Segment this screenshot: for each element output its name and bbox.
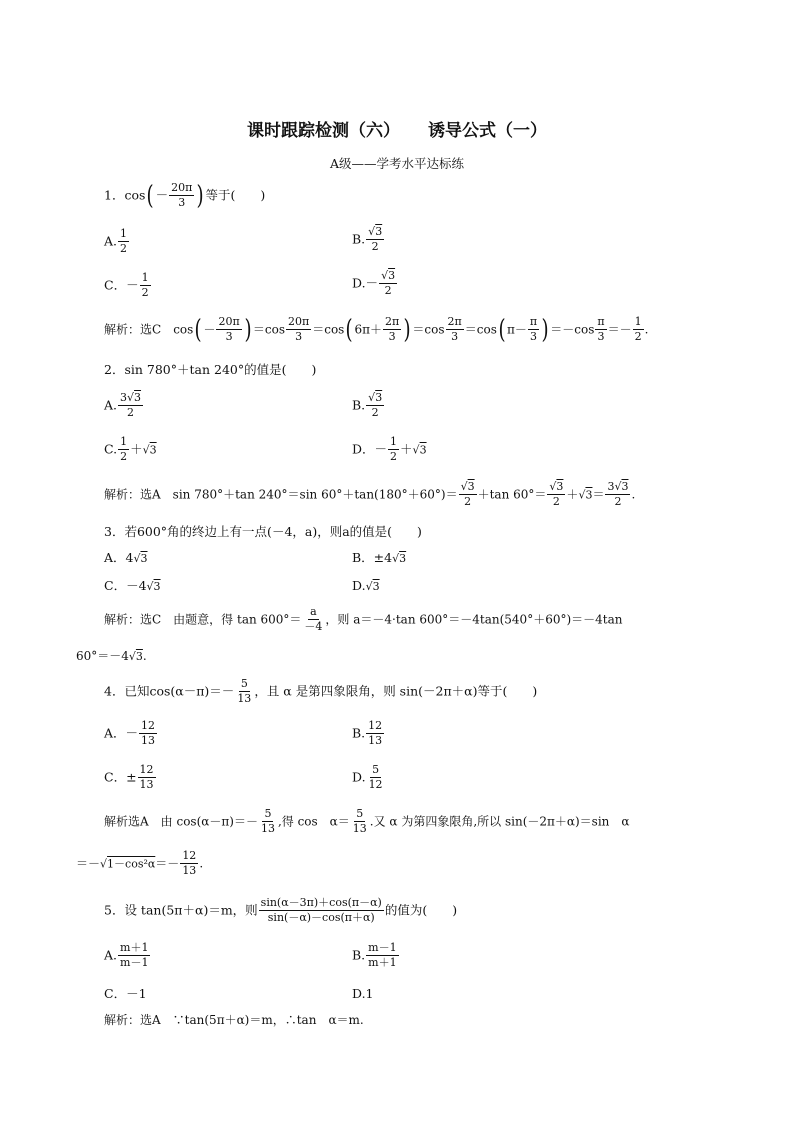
q1-option-c: C．－ $\frac{1}{2}$ <box>104 271 149 300</box>
q2-option-a: A. $\frac{3√3}{2}$ <box>104 391 142 420</box>
q5-option-b: B. $\frac{m-1}{m+1}$ <box>352 941 397 970</box>
q5-solution: 解析：选A ∵tan(5π＋α)＝m，∴tan α＝m. <box>104 1013 364 1027</box>
q2-option-c: C. $\frac{1}{2}$ ＋√3 <box>104 435 157 464</box>
q4-option-c: C．± $\frac{12}{13}$ <box>104 763 154 792</box>
question-5-stem: 5．设 tan(5π＋α)＝m，则 $\frac{\sin(\alpha-3\pi)+\cos(\pi-\alpha)}{\sin(-\alpha)-\cos(\pi+\alpha)}$ 的值为( ) <box>104 896 458 925</box>
question-4-stem: 4．已知cos(α－π)＝－ $\frac{5}{13}$ ，且 α 是第四象限角，则 sin(－2π＋α)等于( ) <box>104 677 538 706</box>
question-1-stem: 1．cos( － $\frac{20\pi}{3}$ ) 等于( ) <box>104 180 266 211</box>
q2-solution: 解析：选A sin 780°＋tan 240°＝sin 60°＋tan(180°＋60°)＝ $\frac{√3}{2}$ ＋tan 60°＝ $\frac{√3}{2}$ ＋√3＝ $\frac{3√3}{2}$ . <box>104 480 636 509</box>
q4-option-d: D. $\frac{5}{12}$ <box>352 763 383 792</box>
q5-option-a: A. $\frac{m+1}{m-1}$ <box>104 941 149 970</box>
q1-solution: 解析：选C cos( － $\frac{20\pi}{3}$ ) ＝cos $\frac{20\pi}{3}$ ＝cos( 6π＋ $\frac{2\pi}{3}$ ) ＝cos $\frac{2\pi}{3}$ ＝cos( π－ $\frac{\pi}{3}$ ) ＝－cos $\frac{\pi}{3}$ ＝－ $\frac{1}{2}$ . <box>104 314 649 345</box>
question-2-stem: 2．sin 780°＋tan 240°的值是( ) <box>104 362 317 377</box>
q3-option-b: B．±4√3 <box>352 550 407 565</box>
q2-option-d: D．－ $\frac{1}{2}$ ＋√3 <box>352 435 427 464</box>
q4-option-b: B. $\frac{12}{13}$ <box>352 719 383 748</box>
q3-solution-line1: 解析：选C 由题意，得 tan 600°＝ $\frac{a}{-4}$ ，则 a＝－4·tan 600°＝－4tan(540°＋60°)＝－4tan <box>104 605 623 634</box>
q1-option-a: A. $\frac{1}{2}$ <box>104 227 128 256</box>
page-title: 课时跟踪检测（六） 诱导公式（一） <box>247 121 547 141</box>
q4-solution-line1: 解析选A 由 cos(α－π)＝－ $\frac{5}{13}$ ,得 cos α＝ $\frac{5}{13}$ .又 α 为第四象限角,所以 sin(－2π＋α)＝sin α <box>104 807 630 836</box>
q3-option-c: C．－4√3 <box>104 578 161 593</box>
section-subtitle: A级——学考水平达标练 <box>329 156 465 171</box>
q3-solution-line2: 60°＝－4√3. <box>76 649 147 663</box>
q5-option-d: D.1 <box>352 986 374 1001</box>
q3-option-a: A．4√3 <box>104 550 148 565</box>
q1-option-d: D.－ $\frac{√3}{2}$ <box>352 269 396 298</box>
q5-option-c: C．－1 <box>104 986 147 1001</box>
q3-option-d: D.√3 <box>352 578 380 593</box>
question-3-stem: 3．若600°角的终边上有一点(－4，a)，则a的值是( ) <box>104 524 422 539</box>
q4-solution-line2: ＝－√1－cos²α＝－ $\frac{12}{13}$ . <box>76 849 204 878</box>
q4-option-a: A．－ $\frac{12}{13}$ <box>104 719 156 748</box>
q1-option-b: B. $\frac{√3}{2}$ <box>352 225 383 254</box>
q2-option-b: B. $\frac{√3}{2}$ <box>352 391 383 420</box>
